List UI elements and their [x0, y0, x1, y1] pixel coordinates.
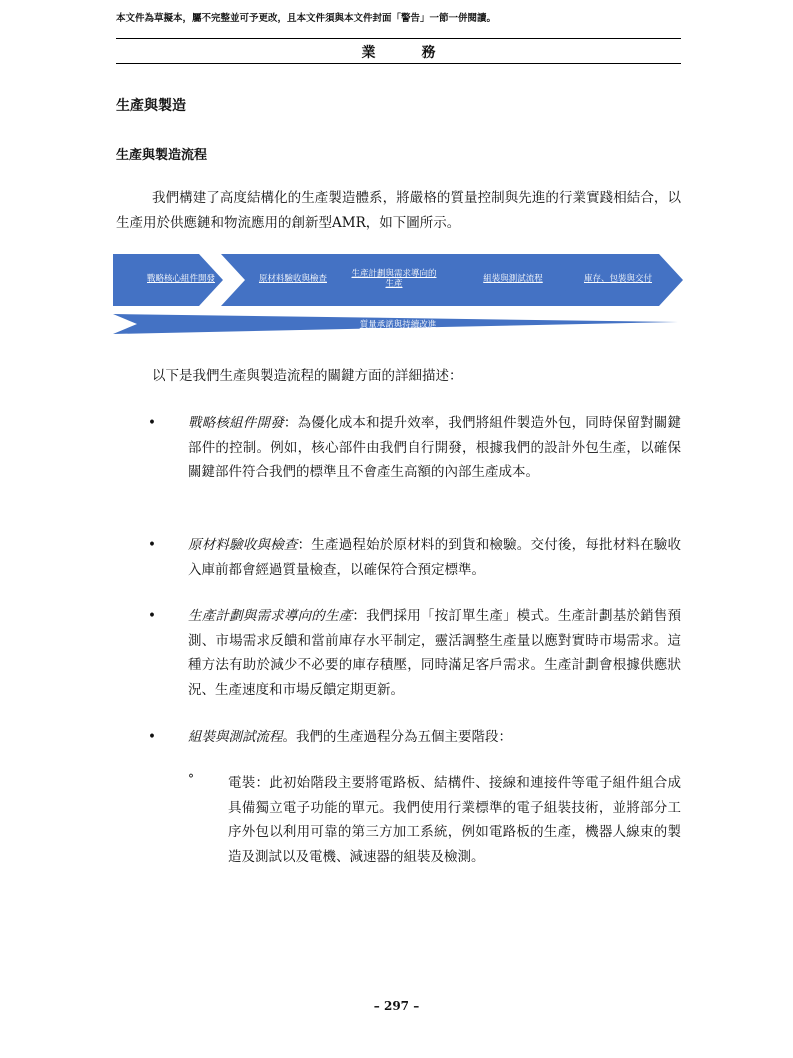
bullet-body	[188, 604, 681, 702]
bullet-term: 生產計劃與需求導向的生產	[188, 608, 353, 624]
intro-paragraph: 我們構建了高度結構化的生產製造體系，將嚴格的質量控制與先進的行業實踐相結合，以生產用於供應鏈和物流應用的創新型AMR，如下圖所示。	[116, 190, 681, 231]
bullet-body	[188, 411, 681, 485]
heading-production-manufacturing: 生產與製造	[116, 98, 186, 114]
bullet-term: 戰略核組件開發	[188, 415, 284, 431]
flow-stage-5-label: 庫存、包裝與交付	[583, 274, 652, 284]
bullet-text: ：為優化成本和提升效率，我們將組件製造外包，同時保留對關鍵部件的控制。例如，核心部件由我們自行開發，根據我們的設計外包生產，以確保關鍵部件符合我們的標準且不會產生高額的內部生產成本。	[188, 415, 682, 480]
flow-stage-2-label: 原材料驗收與檢查	[258, 274, 327, 284]
bullet-body	[188, 725, 681, 750]
sub-bullet-body: 電裝：此初始階段主要將電路板、結構件、接線和連接件等電子組件組合成具備獨立電子功能的單元。我們使用行業標準的電子組裝技術，並將部分工序外包以利用可靠的第三方加工系統，例如電路板的生產，機器人線束的製造及測試以及電機、減速器的組裝及檢測。	[228, 775, 681, 865]
header-bottom-rule	[116, 63, 681, 64]
bullet-dot: •	[148, 608, 156, 624]
bullet-text: ：生產過程始於原材料的到貨和檢驗。交付後，每批材料在驗收入庫前都會經過質量檢查，以確保符合預定標準。	[188, 537, 682, 578]
bullet-term: 原材料驗收與檢查	[188, 537, 298, 553]
quality-bar-label: 質量承諾與持續改進	[359, 320, 437, 330]
header-top-rule	[116, 38, 681, 39]
process-flow-diagram	[113, 252, 683, 338]
flow-stage-3-label: 生產計劃與需求導向的生產	[351, 269, 437, 289]
sub-bullet-circle: °	[188, 772, 194, 786]
flow-stage-1-label: 戰略核心組件開發	[146, 274, 215, 284]
draft-warning: 本文件為草擬本，屬不完整並可予更改，且本文件須與本文件封面「警告」一節一併閱讀。	[116, 13, 497, 24]
bullet-dot: •	[148, 537, 156, 553]
bullet-dot: •	[148, 729, 156, 745]
section-title: 業 務	[361, 45, 452, 61]
lead-in-paragraph: 以下是我們生產與製造流程的關鍵方面的詳細描述：	[152, 368, 463, 384]
flow-stage-4-label: 組裝與測試流程	[483, 274, 543, 284]
bullet-dot: •	[148, 415, 156, 431]
bullet-text: ：我們採用「按訂單生產」模式。生產計劃基於銷售預測、市場需求反饋和當前庫存水平制定，靈活調整生產量以應對實時市場需求。這種方法有助於減少不必要的庫存積壓，同時滿足客戶需求。生產計劃會根據供應狀況、生產速度和市場反饋定期更新。	[188, 608, 682, 698]
bullet-body	[188, 533, 681, 582]
bullet-text: 。我們的生產過程分為五個主要階段：	[282, 729, 512, 745]
bullet-term: 組裝與測試流程	[188, 729, 283, 745]
page-number: – 297 –	[373, 999, 420, 1013]
heading-production-process: 生產與製造流程	[116, 148, 208, 163]
